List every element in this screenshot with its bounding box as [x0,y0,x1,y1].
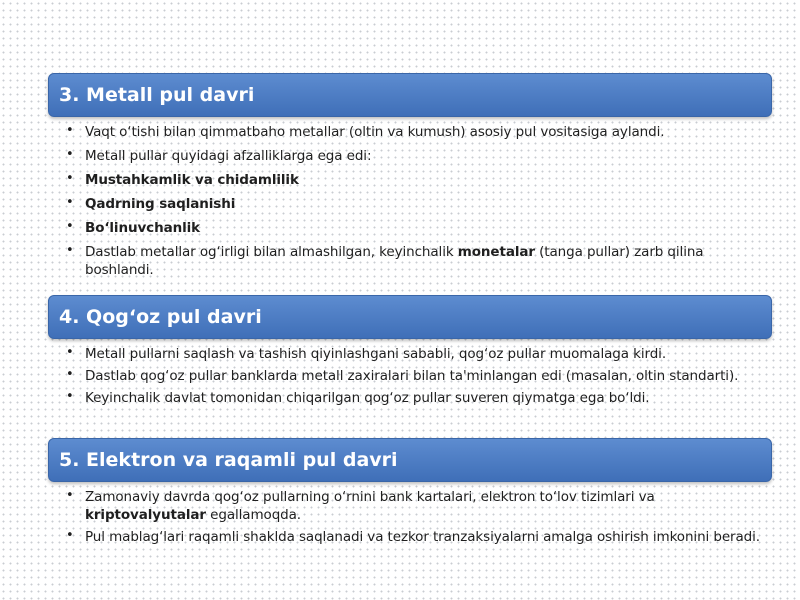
bullet-item [48,345,768,363]
bullet-item [48,123,768,141]
section-paper-money [48,295,772,411]
bullet-text: Dastlab qog‘oz pullar banklarda metall zaxiralari bilan ta'minlangan edi (masalan, oltin standarti). [85,368,739,384]
bullet-text: Zamonaviy davrda qog‘oz pullarning o‘rnini bank kartalari, elektron to‘lov tizimlari va [85,489,655,505]
bullet-text: Vaqt o‘tishi bilan qimmatbaho metallar (oltin va kumush) asosiy pul vositasiga aylandi. [85,124,665,140]
bullet-bold-text: kriptovalyutalar [85,507,206,523]
bullet-text: (tanga pullar) zarb qilina boshlandi. [85,244,704,278]
bullet-bold-text: Bo‘linuvchanlik [85,220,201,236]
bullet-bold-text: Mustahkamlik va chidamlilik [85,172,299,188]
bullet-item [48,389,768,407]
section-digital-money [48,438,772,550]
bullet-item [48,195,768,213]
bullet-list [48,488,772,546]
bullet-item [48,147,768,165]
bullet-item [48,243,768,279]
section-header: 5. Elektron va raqamli pul davri [48,438,772,482]
bullet-text: Keyinchalik davlat tomonidan chiqarilgan qog‘oz pullar suveren qiymatga ega bo‘ldi. [85,390,650,406]
bullet-bold-text: monetalar [457,244,535,260]
bullet-text: egallamoqda. [205,507,301,523]
bullet-list [48,345,772,407]
section-header: 4. Qog‘oz pul davri [48,295,772,339]
bullet-text: Metall pullarni saqlash va tashish qiyinlashgani sababli, qog‘oz pullar muomalaga kirdi. [85,346,667,362]
bullet-item [48,367,768,385]
section-metal-money [48,73,772,285]
bullet-text: Pul mablag‘lari raqamli shaklda saqlanadi va tezkor tranzaksiyalarni amalga oshirish imkonini beradi. [85,529,760,545]
bullet-list [48,123,772,279]
bullet-item [48,171,768,189]
bullet-text: Dastlab metallar og‘irligi bilan almashilgan, keyinchalik [85,244,458,260]
bullet-text: Metall pullar quyidagi afzalliklarga ega edi: [85,148,372,164]
bullet-item [48,488,768,524]
bullet-bold-text: Qadrning saqlanishi [85,196,236,212]
section-header: 3. Metall pul davri [48,73,772,117]
bullet-item [48,528,768,546]
bullet-item [48,219,768,237]
